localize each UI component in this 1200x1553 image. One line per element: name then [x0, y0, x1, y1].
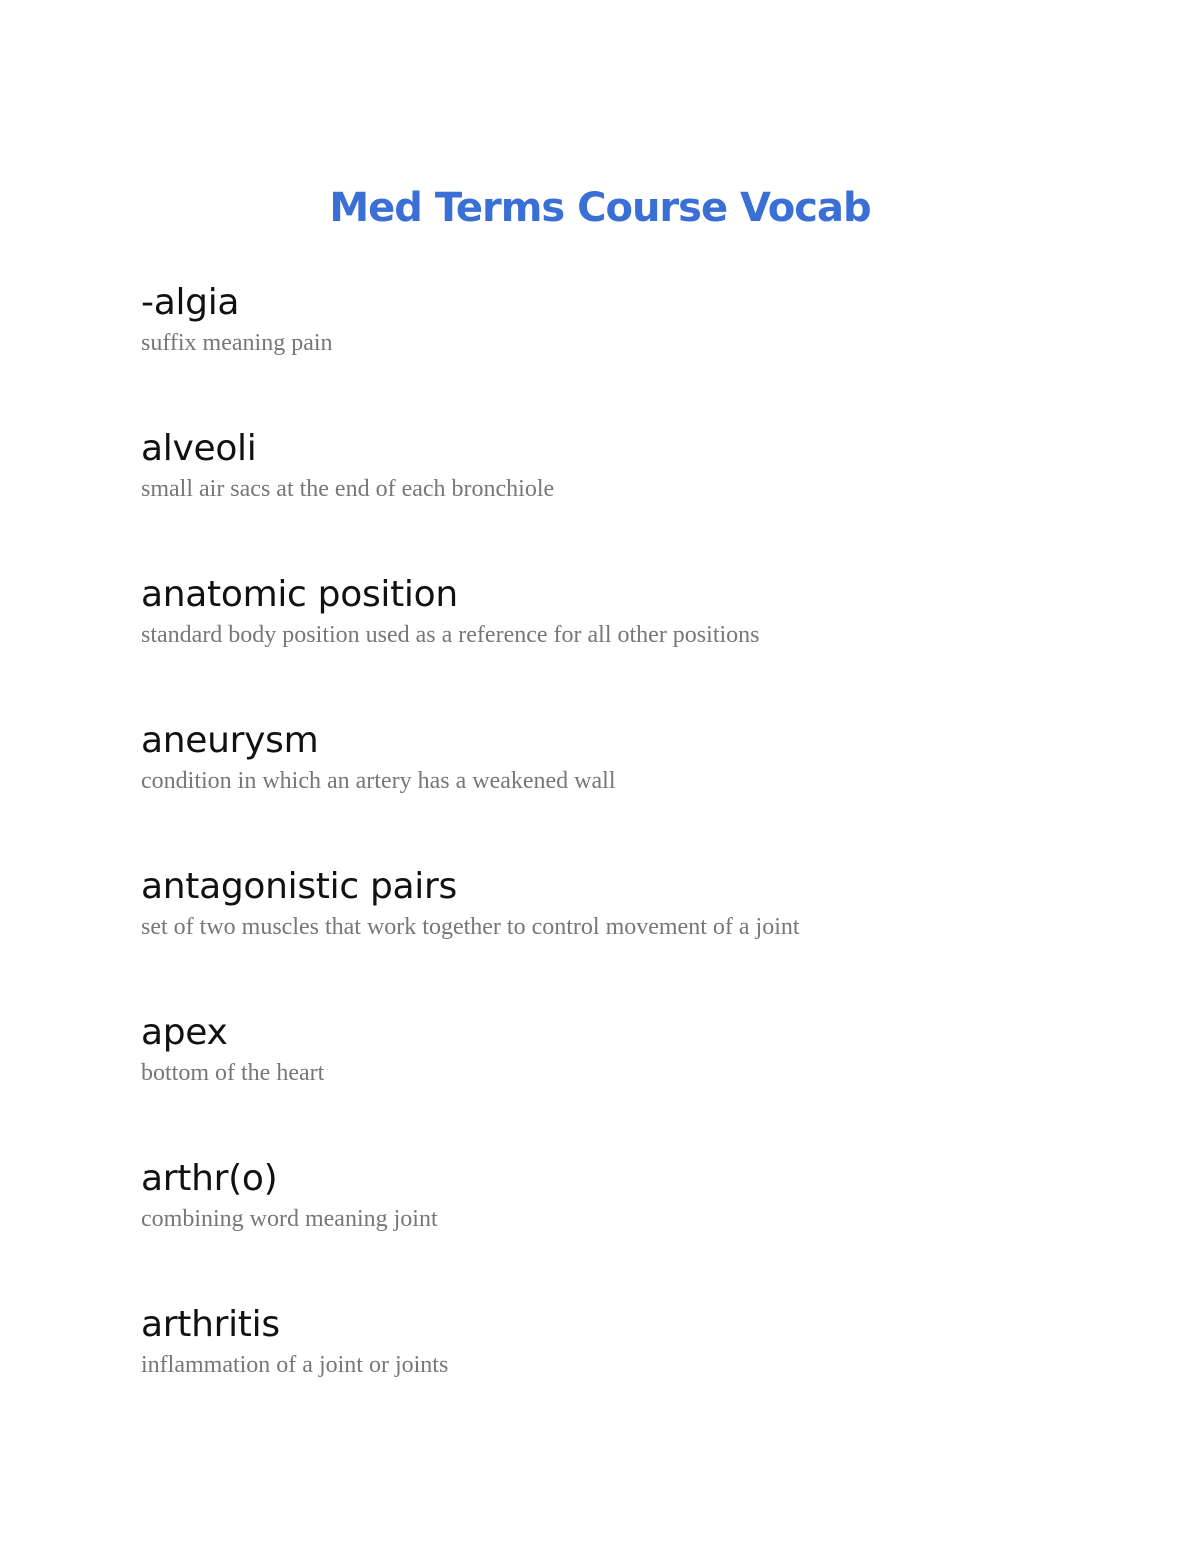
- vocab-definition: small air sacs at the end of each bronchiole: [141, 476, 555, 502]
- vocab-definition: inflammation of a joint or joints: [141, 1352, 449, 1378]
- vocab-term: -algia: [141, 282, 240, 323]
- vocab-term: apex: [141, 1012, 228, 1053]
- vocab-entry: [141, 1010, 1141, 1156]
- vocab-definition: standard body position used as a reference for all other positions: [141, 622, 760, 648]
- vocab-entry: [141, 1156, 1141, 1302]
- vocab-entry: [141, 718, 1141, 864]
- vocab-term: arthritis: [141, 1304, 280, 1345]
- vocab-definition: set of two muscles that work together to control movement of a joint: [141, 914, 800, 940]
- vocab-definition: bottom of the heart: [141, 1060, 325, 1086]
- vocab-definition: condition in which an artery has a weakened wall: [141, 768, 616, 794]
- vocab-term: antagonistic pairs: [141, 866, 457, 907]
- vocab-definition: suffix meaning pain: [141, 330, 333, 356]
- vocab-term: aneurysm: [141, 720, 319, 761]
- document-title: Med Terms Course Vocab: [329, 185, 871, 231]
- vocab-term: arthr(o): [141, 1158, 278, 1199]
- vocab-entry: [141, 280, 1141, 426]
- vocab-list: [141, 280, 1141, 1448]
- vocab-entry: [141, 864, 1141, 1010]
- vocab-definition: combining word meaning joint: [141, 1206, 438, 1232]
- vocab-term: anatomic position: [141, 574, 458, 615]
- vocab-entry: [141, 1302, 1141, 1448]
- vocab-entry: [141, 572, 1141, 718]
- vocab-term: alveoli: [141, 428, 257, 469]
- vocab-entry: [141, 426, 1141, 572]
